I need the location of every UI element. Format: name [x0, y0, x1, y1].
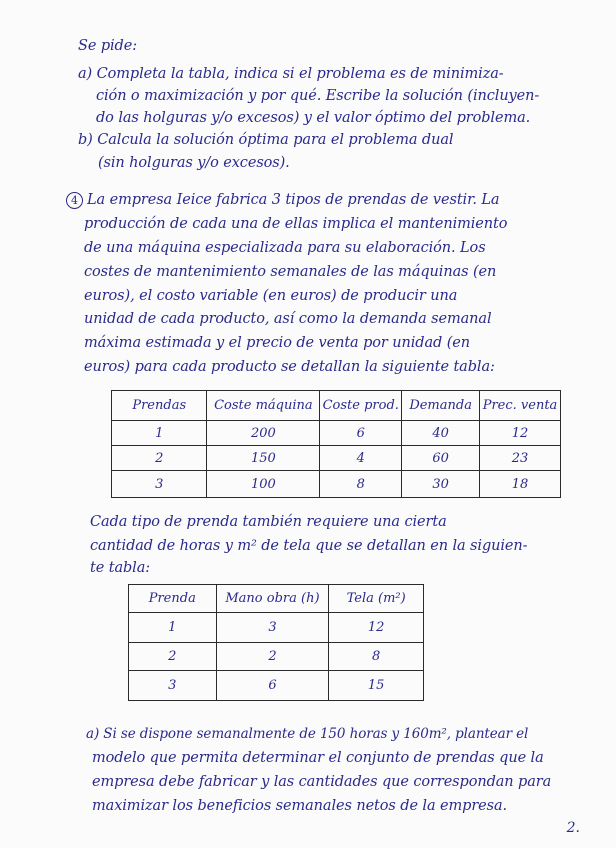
table2-cell: 15: [329, 671, 424, 701]
table1-cell: 1: [112, 421, 207, 446]
table1-cell: 8: [320, 471, 402, 498]
problem-line-7: euros) para cada producto se detallan la siguiente tabla:: [84, 359, 495, 375]
table2-cell: 2: [216, 643, 329, 671]
table1-cell: 18: [480, 471, 561, 498]
table1-header-row: [112, 391, 561, 421]
page-number: 2.: [566, 820, 580, 836]
table2-cell: 1: [129, 613, 217, 643]
table1-header-prendas: Prendas: [112, 391, 207, 421]
table1-header-coste-prod: Coste prod.: [320, 391, 402, 421]
table2-header-row: [129, 585, 424, 613]
table-row: [129, 613, 424, 643]
intro-line-1: a) Completa la tabla, indica si el problema es de minimiza-: [78, 66, 504, 82]
table1-cell: 12: [480, 421, 561, 446]
table1-cell: 40: [402, 421, 480, 446]
table2-cell: 3: [216, 613, 329, 643]
table2-header-prenda: Prenda: [129, 585, 217, 613]
table1-cell: 30: [402, 471, 480, 498]
middle-line-2: te tabla:: [90, 560, 151, 576]
table1-cell: 4: [320, 446, 402, 471]
table1-cell: 2: [112, 446, 207, 471]
intro-line-2: ción o maximización y por qué. Escribe la solución (incluyen-: [96, 88, 540, 104]
intro-line-5: (sin holguras y/o excesos).: [98, 155, 290, 171]
table2-cell: 3: [129, 671, 217, 701]
table-row: [112, 421, 561, 446]
problem-line-5: unidad de cada producto, así como la demanda semanal: [84, 311, 492, 327]
table2-cell: 6: [216, 671, 329, 701]
table1-header-demanda: Demanda: [402, 391, 480, 421]
intro-line-0: Se pide:: [78, 38, 137, 54]
problem-number: 4: [66, 192, 83, 209]
part-a-line-0: a) Si se dispone semanalmente de 150 horas y 160m², plantear el: [86, 726, 529, 742]
problem-line-0: [66, 192, 499, 209]
part-a-line-2: empresa debe fabricar y las cantidades que correspondan para: [92, 774, 552, 790]
table1-cell: 60: [402, 446, 480, 471]
table1-header-coste-maquina: Coste máquina: [207, 391, 320, 421]
table1-cell: 23: [480, 446, 561, 471]
problem-line-4: euros), el costo variable (en euros) de producir una: [84, 288, 458, 304]
table-prendas-costes: [111, 390, 561, 498]
intro-line-3: do las holguras y/o excesos) y el valor óptimo del problema.: [96, 110, 531, 126]
table-mano-obra-tela: [128, 584, 424, 701]
part-a-line-3: maximizar los beneficios semanales netos de la empresa.: [92, 798, 508, 814]
intro-line-4: b) Calcula la solución óptima para el problema dual: [78, 132, 454, 148]
table-row: [112, 446, 561, 471]
middle-line-0: Cada tipo de prenda también requiere una cierta: [90, 514, 447, 530]
table1-cell: 6: [320, 421, 402, 446]
problem-line-6: máxima estimada y el precio de venta por unidad (en: [84, 335, 470, 351]
table2-header-mano-obra: Mano obra (h): [216, 585, 329, 613]
table-row: [129, 671, 424, 701]
table-row: [112, 471, 561, 498]
problem-line-0-text: La empresa Ieice fabrica 3 tipos de prendas de vestir. La: [87, 192, 500, 208]
table1-header-prec-venta: Prec. venta: [480, 391, 561, 421]
table1-cell: 150: [207, 446, 320, 471]
table1-cell: 3: [112, 471, 207, 498]
table1-cell: 100: [207, 471, 320, 498]
problem-line-2: de una máquina especializada para su elaboración. Los: [84, 240, 486, 256]
middle-line-1: cantidad de horas y m² de tela que se detallan en la siguien-: [90, 538, 528, 554]
table-row: [129, 643, 424, 671]
table2-cell: 12: [329, 613, 424, 643]
problem-line-3: costes de mantenimiento semanales de las máquinas (en: [84, 264, 497, 280]
table2-header-tela: Tela (m²): [329, 585, 424, 613]
table1-cell: 200: [207, 421, 320, 446]
table2-cell: 2: [129, 643, 217, 671]
table2-cell: 8: [329, 643, 424, 671]
part-a-line-1: modelo que permita determinar el conjunto de prendas que la: [92, 750, 544, 766]
problem-line-1: producción de cada una de ellas implica el mantenimiento: [84, 216, 508, 232]
